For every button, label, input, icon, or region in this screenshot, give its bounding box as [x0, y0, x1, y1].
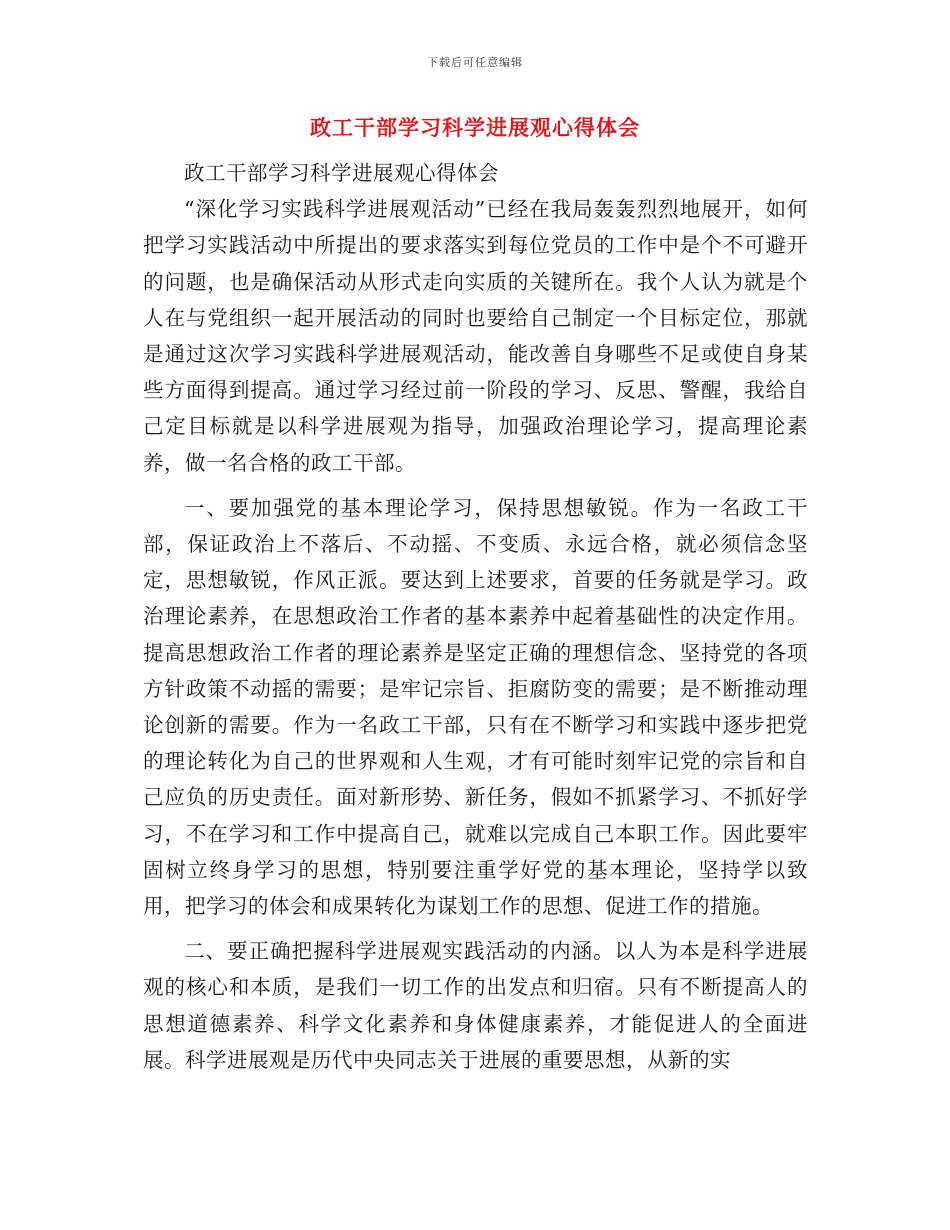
- document-body: [143, 155, 808, 1078]
- section-two-paragraph: 二、要正确把握科学进展观实践活动的内涵。以人为本是科学进展观的核心和本质，是我们一切工作的出发点和归宿。只有不断提高人的思想道德素养、科学文化素养和身体健康素养，才能促进人的全面进展。科学进展观是历代中央同志关于进展的重要思想，从新的实: [143, 939, 808, 1072]
- subtitle-paragraph: 政工干部学习科学进展观心得体会: [184, 161, 499, 185]
- section-one-paragraph: 一、要加强党的基本理论学习，保持思想敏锐。作为一名政工干部，保证政治上不落后、不动摇、不变质、永远合格，就必须信念坚定，思想敏锐，作风正派。要达到上述要求，首要的任务就是学习。政治理论素养，在思想政治工作者的基本素养中起着基础性的决定作用。提高思想政治工作者的理论素养是坚定正确的理想信念、坚持党的各项方针政策不动摇的需要；是牢记宗旨、拒腐防变的需要；是不断推动理论创新的需要。作为一名政工干部，只有在不断学习和实践中逐步把党的理论转化为自己的世界观和人生观，才有可能时刻牢记党的宗旨和自己应负的历史责任。面对新形势、新任务，假如不抓紧学习、不抓好学习，不在学习和工作中提高自己，就难以完成自己本职工作。因此要牢固树立终身学习的思想，特别要注重学好党的基本理论，坚持学以致用，把学习的体会和成果转化为谋划工作的思想、促进工作的措施。: [143, 495, 808, 919]
- page-header-note: 下载后可任意编辑: [427, 56, 523, 69]
- document-title: 政工干部学习科学进展观心得体会: [310, 116, 640, 140]
- intro-paragraph: “深化学习实践科学进展观活动”已经在我局轰轰烈烈地展开，如何把学习实践活动中所提出的要求落实到每位党员的工作中是个不可避开的问题，也是确保活动从形式走向实质的关键所在。我个人认为就是个人在与党组织一起开展活动的同时也要给自己制定一个目标定位，那就是通过这次学习实践科学进展观活动，能改善自身哪些不足或使自身某些方面得到提高。通过学习经过前一阶段的学习、反思、警醒，我给自己定目标就是以科学进展观为指导，加强政治理论学习，提高理论素养，做一名合格的政工干部。: [143, 197, 808, 475]
